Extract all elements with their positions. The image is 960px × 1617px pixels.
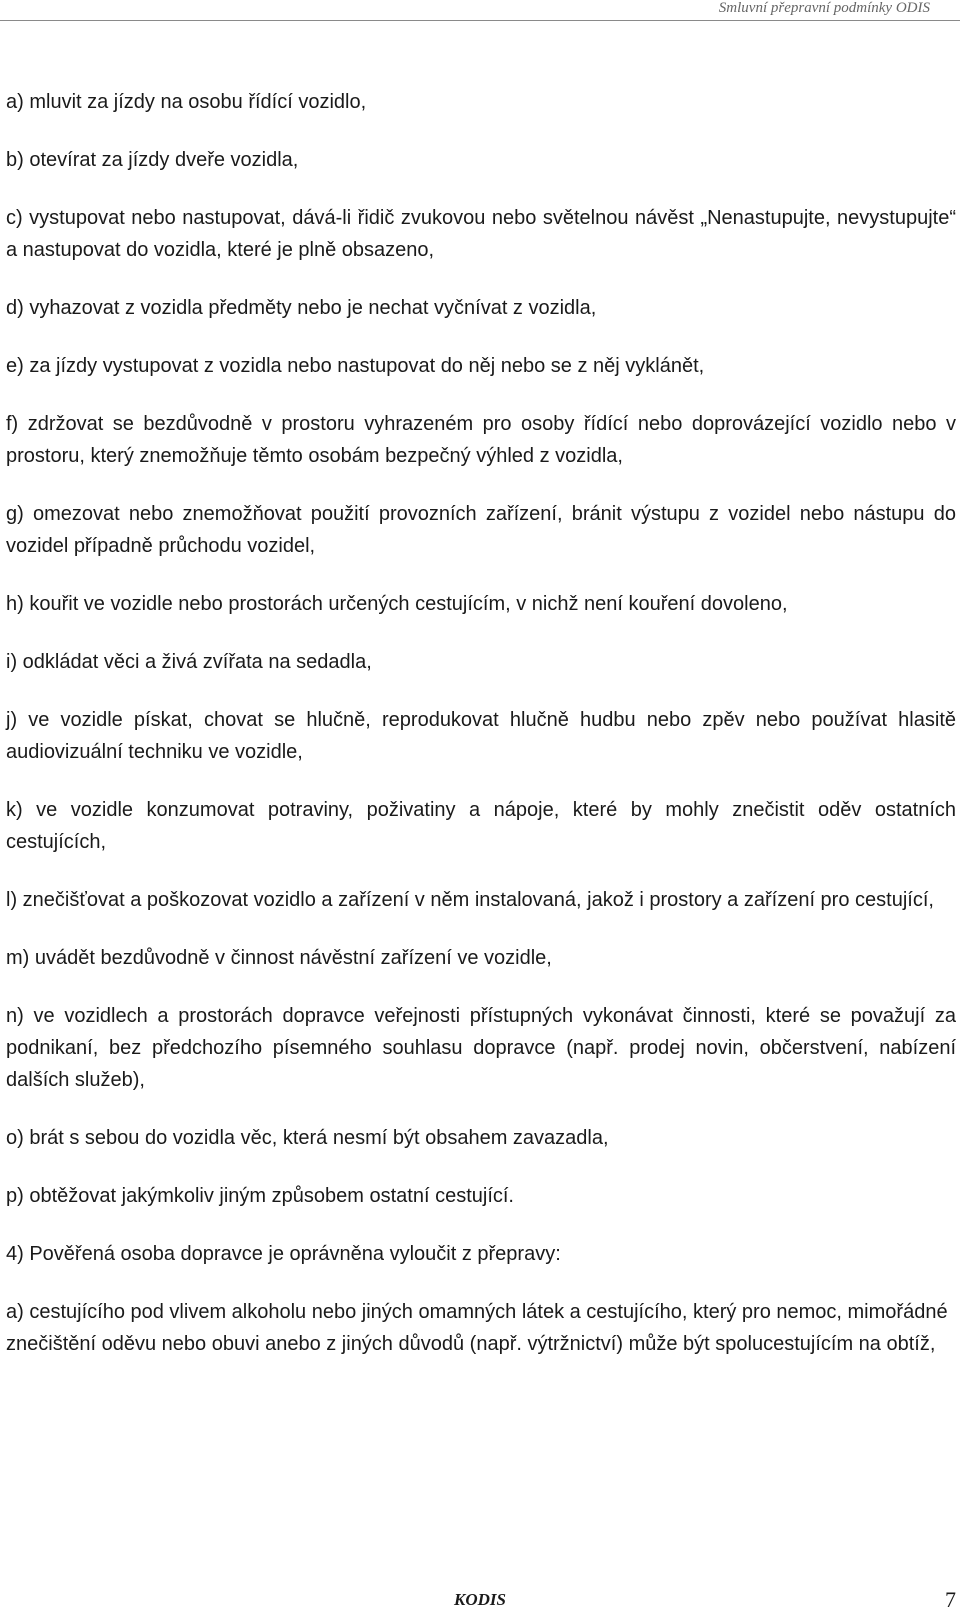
page-number: 7 xyxy=(945,1587,956,1612)
list-item-g: g) omezovat nebo znemožňovat použití provozních zařízení, bránit výstupu z vozidel nebo nástupu do vozidel případně průchodu vozidel, xyxy=(6,503,956,557)
document-body xyxy=(6,86,956,1386)
section-heading: 4) Pověřená osoba dopravce je oprávněna vyloučit z přepravy: xyxy=(6,1243,561,1265)
list-item-a: a) mluvit za jízdy na osobu řídící vozidlo, xyxy=(6,91,367,113)
list-item-b: b) otevírat za jízdy dveře vozidla, xyxy=(6,149,299,171)
list-item-n: n) ve vozidlech a prostorách dopravce veřejnosti přístupných vykonávat činnosti, které se považují za podnikaní, bez předchozího písemného souhlasu dopravce (např. prodej novin, občerstvení, nabízení dalších služeb), xyxy=(6,1005,956,1091)
list-item-d: d) vyhazovat z vozidla předměty nebo je nechat vyčnívat z vozidla, xyxy=(6,297,597,319)
header-title: Smluvní přepravní podmínky ODIS xyxy=(718,0,930,16)
list-item-m: m) uvádět bezdůvodně v činnost návěstní zařízení ve vozidle, xyxy=(6,947,552,969)
footer-kodis: KODIS xyxy=(454,1590,506,1609)
list-item-l: l) znečišťovat a poškozovat vozidlo a zařízení v něm instalovaná, jakož i prostory a zařízení pro cestující, xyxy=(6,889,934,911)
section-item-a: a) cestujícího pod vlivem alkoholu nebo jiných omamných látek a cestujícího, který pro nemoc, mimořádné znečištění oděvu nebo obuvi anebo z jiných důvodů (např. výtržnictví) může být spolucestujícím na obtíž, xyxy=(6,1301,948,1355)
list-item-h: h) kouřit ve vozidle nebo prostorách určených cestujícím, v nichž není kouření dovoleno, xyxy=(6,593,788,615)
list-item-k: k) ve vozidle konzumovat potraviny, poživatiny a nápoje, které by mohly znečistit oděv ostatních cestujících, xyxy=(6,799,956,853)
header-rule xyxy=(0,20,960,21)
list-item-o: o) brát s sebou do vozidla věc, která nesmí být obsahem zavazadla, xyxy=(6,1127,609,1149)
list-item-p: p) obtěžovat jakýmkoliv jiným způsobem ostatní cestující. xyxy=(6,1185,514,1207)
list-item-c: c) vystupovat nebo nastupovat, dává-li řidič zvukovou nebo světelnou návěst „Nenastupujte, nevystupujte“ a nastupovat do vozidla, které je plně obsazeno, xyxy=(6,207,956,261)
page-header xyxy=(0,0,960,22)
list-item-e: e) za jízdy vystupovat z vozidla nebo nastupovat do něj nebo se z něj vyklánět, xyxy=(6,355,705,377)
list-item-i: i) odkládat věci a živá zvířata na sedadla, xyxy=(6,651,372,673)
list-item-j: j) ve vozidle pískat, chovat se hlučně, reprodukovat hlučně hudbu nebo zpěv nebo používat hlasitě audiovizuální techniku ve vozidle, xyxy=(6,709,956,763)
list-item-f: f) zdržovat se bezdůvodně v prostoru vyhrazeném pro osoby řídící nebo doprovázející vozidlo nebo v prostoru, který znemožňuje těmto osobám bezpečný výhled z vozidla, xyxy=(6,413,956,467)
